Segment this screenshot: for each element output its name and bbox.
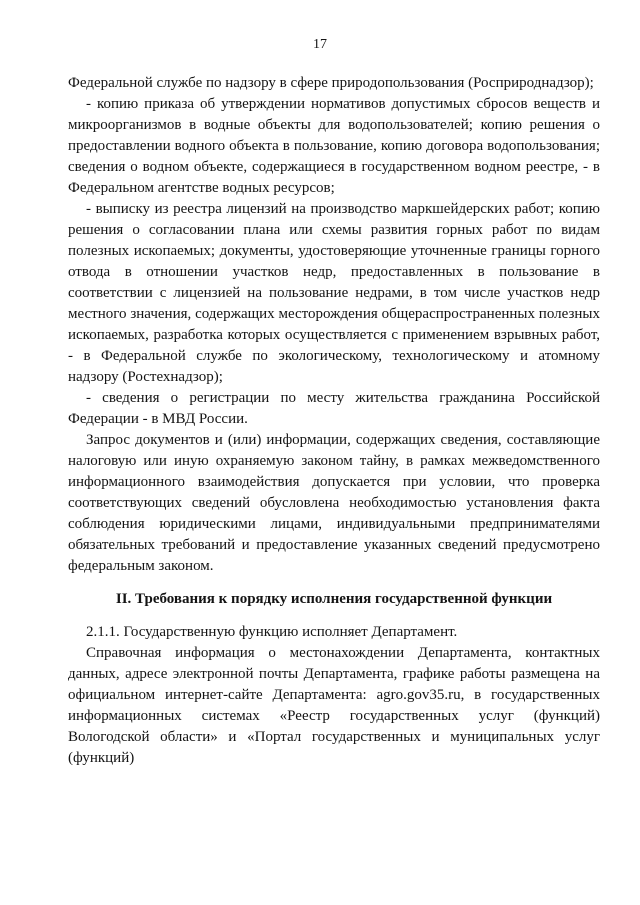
paragraph: Справочная информация о местонахождении Департамента, контактных данных, адресе электронной почты Департамента, графике работы размещена на официальном интернет-сайте Департамента: agro.gov35.ru, в государственных информационных системах «Реестр государственных услуг (функций) Вологодской области» и «Портал государственных и муниципальных услуг (функций) bbox=[68, 645, 600, 766]
document-body bbox=[68, 73, 600, 769]
spacer bbox=[68, 610, 600, 622]
spacer bbox=[68, 577, 600, 589]
page-number: 17 bbox=[313, 37, 327, 52]
paragraph: - сведения о регистрации по месту жительства гражданина Российской Федерации - в МВД России. bbox=[68, 390, 600, 427]
paragraph: - выписку из реестра лицензий на производство маркшейдерских работ; копию решения о согласовании плана или схемы развития горных работ по видам полезных ископаемых; документы, удостоверяющие уточненные границы горного отвода в отношении участков недр, предоставленных в пользование в соответствии с лицензией на пользование недрами, в том числе участков недр местного значения, содержащих месторождения общераспространенных полезных ископаемых, разработка которых осуществляется с применением взрывных работ, - в Федеральной службе по экологическому, технологическому и атомному надзору (Ростехнадзор); bbox=[68, 201, 600, 385]
paragraph: - копию приказа об утверждении нормативов допустимых сбросов веществ и микроорганизмов в водные объекты для водопользователей; копию решения о предоставлении водного объекта в пользование, копию договора водопользования; сведения о водном объекте, содержащиеся в государственном водном реестре, - в Федеральном агентстве водных ресурсов; bbox=[68, 96, 600, 196]
paragraph: 2.1.1. Государственную функцию исполняет Департамент. bbox=[86, 624, 458, 640]
paragraph: Федеральной службе по надзору в сфере природопользования (Росприроднадзор); bbox=[68, 75, 594, 91]
paragraph: Запрос документов и (или) информации, содержащих сведения, составляющие налоговую или иную охраняемую законом тайну, в рамках межведомственного информационного взаимодействия допускается при условии, что проверка соответствующих сведений обусловлена необходимостью установления факта соблюдения юридическими лицами, индивидуальными предпринимателями обязательных требований и предоставление указанных сведений предусмотрено федеральным законом. bbox=[68, 432, 600, 574]
section-heading: II. Требования к порядку исполнения государственной функции bbox=[115, 591, 553, 607]
